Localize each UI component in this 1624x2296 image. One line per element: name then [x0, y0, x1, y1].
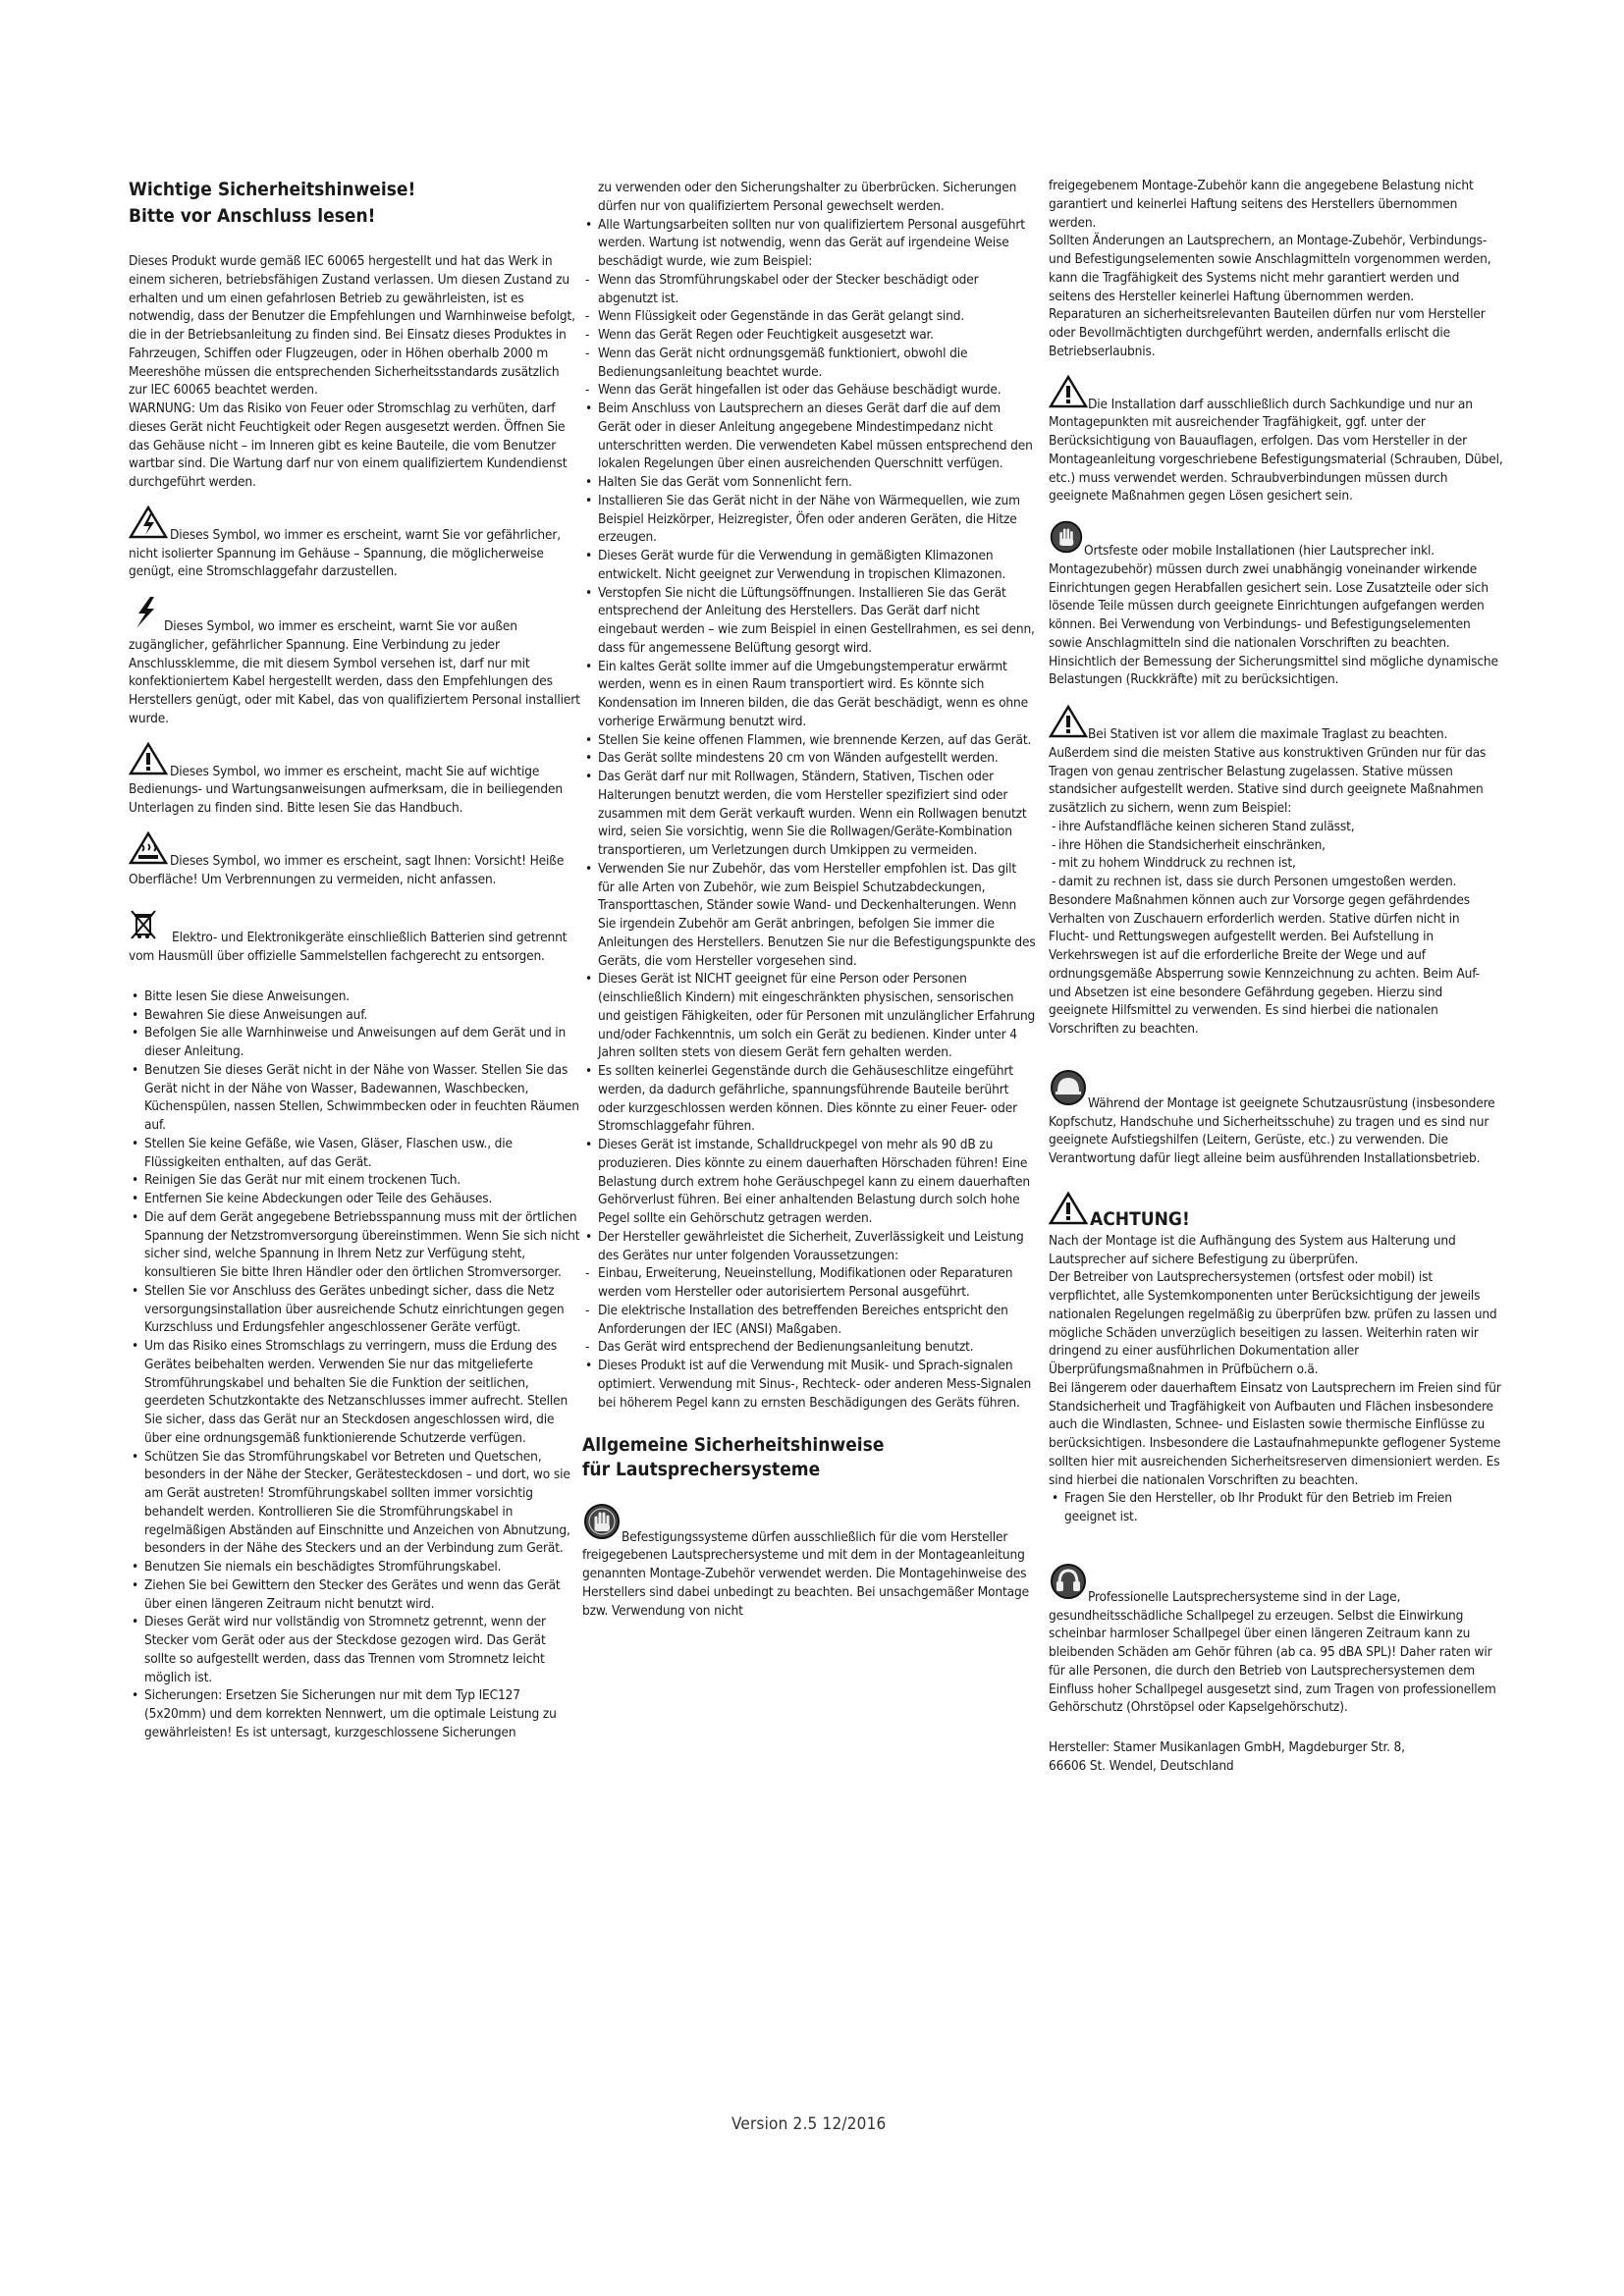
warning-paragraph: WARNUNG: Um das Risiko von Feuer oder Stromschlag zu verhüten, darf dieses Gerät nicht Feuchtigkeit oder Regen ausgesetzt werden. Öffnen Sie das Gehäuse nicht – im Inneren gibt es keine Bauteile, die vom Benutzer wartbar sind. Die Wartung darf nur von einem qualifiziertem Kundendienst durchgeführt werden. — [129, 400, 568, 491]
list-item: • Installieren Sie das Gerät nicht in der Nähe von Wärmequellen, wie zum Beispiel Heizkörper, Heizregister, Öfen oder anderen Geräten, die Hitze erzeugen. — [582, 492, 1036, 547]
list-item: • Die auf dem Gerät angegebene Betriebsspannung muss mit der örtlichen Spannung der Netzstromversorgung übereinstimmen. Wenn Sie sich nicht sicher sind, welche Spannung in Ihrem Netz zur Verfügung steht, konsultieren Sie bitte Ihren Händler oder den örtlichen Stromversorger. — [129, 1208, 580, 1282]
outdoor-question-list — [1049, 1489, 1503, 1526]
stands-paragraph: Bei Stativen ist vor allem die maximale Traglast zu beachten. Außerdem sind die meisten Stative aus konstruktiven Gründen nur für das Tragen von genau zentrischer Belastung zugelassen. Stative müssen standsicher aufgestellt werden. Stative sind durch geeignete Maßnahmen zusätzlich zu sichern, wenn zum Beispiel: — [1049, 705, 1503, 818]
list-subitem: - Wenn das Stromführungskabel oder der Stecker beschädigt oder abgenutzt ist. — [582, 271, 1036, 308]
list-item: • Entfernen Sie keine Abdeckungen oder Teile des Gehäuses. — [129, 1190, 580, 1208]
list-item-continued: zu verwenden oder den Sicherungshalter zu überbrücken. Sicherungen dürfen nur von qualifiziertem Personal gewechselt werden. — [598, 180, 1017, 214]
list-subitem: - mit zu hohem Winddruck zu rechnen ist, — [1049, 854, 1503, 873]
achtung-heading: ACHTUNG! — [1049, 1192, 1503, 1230]
list-item: • Stellen Sie keine offenen Flammen, wie brennende Kerzen, auf das Gerät. — [582, 731, 1036, 750]
crossed-bin-icon — [129, 908, 158, 947]
list-item: • Dieses Gerät wird nur vollständig von Stromnetz getrennt, wenn der Stecker vom Gerät oder aus der Steckdose gezogen wird. Das Gerät sollte so aufgestellt werden, dass das Trennen vom Stromnetz leicht möglich ist. — [129, 1613, 580, 1686]
hot-surface-icon — [129, 831, 168, 871]
list-item: • Das Gerät sollte mindestens 20 cm von Wänden aufgestellt werden. — [582, 749, 1036, 768]
list-subitem: - Wenn das Gerät nicht ordnungsgemäß funktioniert, obwohl die Bedienungsanleitung beachtet wurde. — [582, 345, 1036, 382]
list-item: • Stellen Sie keine Gefäße, wie Vasen, Gläser, Flaschen usw., die Flüssigkeiten enthalten, auf das Gerät. — [129, 1135, 580, 1172]
mounting-systems-paragraph: Befestigungssysteme dürfen ausschließlich für die vom Hersteller freigegebenen Lautsprechersysteme und mit dem in der Montageanleitung genannten Montage-Zubehör verwendet werden. Die Montagehinweise des Herstellers sind dabei unbedingt zu beachten. Bei unsachgemäßer Montage bzw. Verwendung von nicht — [582, 1502, 1036, 1621]
list-item: • Fragen Sie den Hersteller, ob Ihr Produkt für den Betrieb im Freien geeignet ist. — [1049, 1489, 1503, 1526]
list-item: • Ziehen Sie bei Gewittern den Stecker des Gerätes und wenn das Gerät über einen längeren Zeitraum nicht benutzt wird. — [129, 1576, 580, 1614]
accessory-paragraph: freigegebenem Montage-Zubehör kann die angegebene Belastung nicht garantiert und keinerlei Haftung seitens des Herstellers übernommen werden. — [1049, 178, 1474, 231]
symbol-terminal-paragraph: Dieses Symbol, wo immer es erscheint, warnt Sie vor außen zugänglicher, gefährlicher Spannung. Eine Verbindung zu jeder Anschlussklemme, die mit diesem Symbol versehen ist, darf nur mit konfektioniertem Kabel hergestellt werden, dass den Empfehlungen des Herstellers genügt, oder mit Kabel, das von qualifiziertem Personal installiert wurde. — [129, 595, 580, 728]
list-item: • Benutzen Sie niemals ein beschädigtes Stromführungskabel. — [129, 1558, 580, 1576]
list-item: • Dieses Produkt ist auf die Verwendung mit Musik- und Sprach-signalen optimiert. Verwendung mit Sinus-, Rechteck- oder anderen Mess-Signalen bei höherem Pegel kann zu ernsten Beschädigungen des Geräts führen. — [582, 1357, 1036, 1412]
list-subitem: - Wenn das Gerät Regen oder Feuchtigkeit ausgesetzt war. — [582, 326, 1036, 345]
list-subitem: - Wenn das Gerät hingefallen ist oder das Gehäuse beschädigt wurde. — [582, 381, 1036, 400]
column-3 — [1049, 177, 1503, 1776]
column-1 — [129, 177, 580, 1742]
list-item: • Alle Wartungsarbeiten sollten nur von qualifiziertem Personal ausgeführt werden. Wartung ist notwendig, wenn das Gerät auf irgendeine Weise beschädigt wurde, wie zum Beispiel: — [582, 216, 1036, 271]
list-subitem: - Die elektrische Installation des betreffenden Bereiches entspricht den Anforderungen der IEC (ANSI) Maßgaben. — [582, 1302, 1036, 1339]
list-item: • Reinigen Sie das Gerät nur mit einem trockenen Tuch. — [129, 1171, 580, 1190]
list-item: • Sicherungen: Ersetzen Sie Sicherungen nur mit dem Typ IEC127 (5x20mm) und dem korrekten Nennwert, um die optimale Leistung zu gewährleisten! Es ist untersagt, kurzgeschlossene Sicherungen — [129, 1686, 580, 1741]
list-subitem: - ihre Aufstandfläche keinen sicheren Stand zulässt, — [1049, 818, 1503, 836]
symbol-hot-surface-paragraph: Dieses Symbol, wo immer es erscheint, sagt Ihnen: Vorsicht! Heiße Oberfläche! Um Verbrennungen zu vermeiden, nicht anfassen. — [129, 831, 580, 889]
list-subitem: - Einbau, Erweiterung, Neueinstellung, Modifikationen oder Reparaturen werden vom Hersteller oder autorisiertem Personal ausgeführt. — [582, 1264, 1036, 1302]
lightning-triangle-icon — [129, 506, 168, 545]
list-subitem: - damit zu rechnen ist, dass sie durch Personen umgestoßen werden. — [1049, 873, 1503, 891]
list-item: • Schützen Sie das Stromführungskabel vor Betreten und Quetschen, besonders in der Nähe der Stecker, Gerätesteckdosen – und dort, wo sie am Gerät austreten! Stromführungskabel sollten immer vorsichtig behandelt werden. Kontrollieren Sie die Stromführungskabel in regelmäßigen Abständen auf Einschnitte und Anzeichen von Abnutzung, besonders in der Nähe des Steckers und an der Verbindung zum Gerät. — [129, 1448, 580, 1559]
achtung-paragraph-2: Der Betreiber von Lautsprechersystemen (ortsfest oder mobil) ist verpflichtet, alle Systemkomponenten unter Berücksichtigung der jeweils nationalen Regelungen regelmäßig zu überprüfen bzw. prüfen zu lassen und mögliche Schäden unverzüglich beseitigen zu lassen. Weiterhin raten wir dringend zu einer ausführlichen Dokumentation aller Überprüfungsmaßnahmen in Prüfbüchern o.ä. — [1049, 1269, 1497, 1377]
exclamation-triangle-icon — [1049, 1192, 1088, 1230]
exclamation-triangle-icon — [129, 742, 168, 781]
column-2 — [582, 179, 1036, 1620]
list-subitem: - Das Gerät wird entsprechend der Bedienungsanleitung benutzt. — [582, 1338, 1036, 1357]
list-item: • Halten Sie das Gerät vom Sonnenlicht fern. — [582, 473, 1036, 492]
list-item: • Befolgen Sie alle Warnhinweise und Anweisungen auf dem Gerät und in dieser Anleitung. — [129, 1024, 580, 1061]
page-title: Wichtige Sicherheitshinweise! Bitte vor Anschluss lesen! — [129, 179, 416, 227]
list-item: • Dieses Gerät ist NICHT geeignet für eine Person oder Personen (einschließlich Kindern) mit eingeschränkten physischen, sensorischen und geistigen Fähigkeiten, oder für Personen mit unzulänglicher Erfahrung und/oder Fachkenntnis, um solch ein Gerät zu bedienen. Kinder unter 4 Jahren sollten stets von diesem Gerät fern gehalten werden. — [582, 970, 1036, 1062]
achtung-paragraph-3: Bei längerem oder dauerhaftem Einsatz von Lautsprechern im Freien sind für Standsicherheit und Tragfähigkeit von Aufbauten und Flächen insbesondere auch die Windlasten, Schnee- und Eislasten sowie thermische Einflüsse zu berücksichtigen. Insbesondere die Lastaufnahmepunkte geflogener Systeme sollten hier mit ausreichenden Sicherheitsreserven dimensioniert werden. Es sind hierbei die nationalen Vorschriften zu beachten. — [1049, 1379, 1501, 1488]
installation-paragraph: Die Installation darf ausschließlich durch Sachkundige und nur an Montagepunkten mit ausreichender Tragfähigkeit, ggf. unter der Berücksichtigung von Bauauflagen, erfolgen. Das vom Hersteller in der Montageanleitung vorgeschriebene Befestigungsmaterial (Schrauben, Dübel, etc.) muss verwendet werden. Schraubverbindungen müssen durch geeignete Maßnahmen gegen Lösen gesichert sein. — [1049, 375, 1503, 507]
list-item: • Das Gerät darf nur mit Rollwagen, Ständern, Stativen, Tischen oder Halterungen benutzt werden, die vom Hersteller spezifiziert sind oder zusammen mit dem Gerät verkauft wurden. Wenn ein Rollwagen benutzt wird, seien Sie vorsichtig, wenn Sie die Rollwagen/Geräte-Kombination transportieren, um Verletzungen durch Umkippen zu vermeiden. — [582, 768, 1036, 860]
helmet-icon — [1049, 1068, 1088, 1113]
list-item: • Der Hersteller gewährleistet die Sicherheit, Zuverlässigkeit und Leistung des Gerätes nur unter folgenden Voraussetzungen: — [582, 1228, 1036, 1265]
list-item: • Ein kaltes Gerät sollte immer auf die Umgebungstemperatur erwärmt werden, wenn es in einen Raum transportiert wird. Es könnte sich Kondensation im Inneren bilden, die das Gerät beschädigt, wenn es ohne vorherige Erwärmung benutzt wird. — [582, 658, 1036, 731]
list-item: • Um das Risiko eines Stromschlags zu verringern, muss die Erdung des Gerätes beibehalten werden. Verwenden Sie nur das mitgelieferte Stromführungskabel und behalten Sie die Funktion der seitlichen, geerdeten Schutzkontakte des Netzanschlusses immer aufrecht. Stellen Sie sicher, dass das Gerät nur an Steckdosen angeschlossen wird, die über eine ordnungsgemäß funktionierende Schutzerde verfügen. — [129, 1337, 580, 1448]
achtung-paragraph-1: Nach der Montage ist die Aufhängung des System aus Halterung und Lautsprecher auf sichere Befestigung zu überprüfen. — [1049, 1232, 1456, 1267]
list-subitem: - ihre Höhen die Standsicherheit einschränken, — [1049, 836, 1503, 855]
fixed-installation-paragraph: Ortsfeste oder mobile Installationen (hier Lautsprecher inkl. Montagezubehör) müssen durch zwei unabhängig voneinander wirkende Einrichtungen gegen Herabfallen gesichert sein. Lose Zusatzteile oder sich lösende Teile müssen durch geeignete Einrichtungen aufgefangen werden können. Bei Verwendung von Verbindungs- und Befestigungselementen sowie Anschlagmitteln sind die nationalen Vorschriften zu beachten. Hinsichtlich der Bemessung der Sicherungsmittel sind mögliche dynamische Belastungen (Ruckkräfte) mit zu berücksichtigen. — [1049, 519, 1503, 689]
intro-paragraph: Dieses Produkt wurde gemäß IEC 60065 hergestellt und hat das Werk in einem sicheren, betriebsfähigen Zustand verlassen. Um diesen Zustand zu erhalten und um einen gefahrlosen Betrieb zu gewährleisten, ist es notwendig, dass der Benutzer die Empfehlungen und Warnhinweise befolgt, die in der Betriebsanleitung zu finden sind. Bei Einsatz dieses Produktes in Fahrzeugen, Schiffen oder Flugzeugen, oder in Höhen oberhalb 2000 m Meereshöhe müssen die entsprechenden Sicherheitsstandards zusätzlich zur IEC 60065 beachtet werden. — [129, 253, 575, 399]
version-footer: Version 2.5 12/2016 — [731, 2114, 887, 2134]
list-item: • Dieses Gerät wurde für die Verwendung in gemäßigten Klimazonen entwickelt. Nicht geeignet zur Verwendung in tropischen Klimazonen. — [582, 547, 1036, 584]
exclamation-triangle-icon — [1049, 375, 1088, 414]
modifications-paragraph: Sollten Änderungen an Lautsprechern, an Montage-Zubehör, Verbindungs- und Befestigungselementen sowie Anschlagmitteln vorgenommen werden, kann die Tragfähigkeit des Systems nicht mehr garantiert werden und seitens des Hersteller keinerlei Haftung übernommen werden. — [1049, 233, 1491, 304]
ear-protection-icon — [1049, 1562, 1088, 1607]
stop-hand-icon — [582, 1502, 622, 1547]
list-subitem: - Wenn Flüssigkeit oder Gegenstände in das Gerät gelangt sind. — [582, 307, 1036, 326]
symbol-voltage-paragraph: Dieses Symbol, wo immer es erscheint, warnt Sie vor gefährlicher, nicht isolierter Spannung im Gehäuse – Spannung, die möglicherweise genügt, eine Stromschlaggefahr darzustellen. — [129, 506, 580, 581]
stands-measures-paragraph: Besondere Maßnahmen können auch zur Vorsorge gegen gefährdendes Verhalten von Zuschauern erforderlich werden. Stative dürfen nicht in Flucht- und Rettungswegen aufgestellt werden. Bei Aufstellung in Verkehrswegen ist auf die erforderliche Breite der Wege und auf ordnungsgemäße Absperrung sowie Kennzeichnung zu achten. Beim Auf- und Absetzen ist eine besondere Gefährdung gegeben. Hierzu sind geeignete Hilfsmittel zu verwenden. Es sind hierbei die nationalen Vorschriften zu beachten. — [1049, 891, 1480, 1037]
list-item: • Bewahren Sie diese Anweisungen auf. — [129, 1006, 580, 1025]
speaker-safety-heading: Allgemeine Sicherheitshinweise für Lautsprechersysteme — [582, 1434, 885, 1480]
list-item: • Dieses Gerät ist imstande, Schalldruckpegel von mehr als 90 dB zu produzieren. Dies könnte zu einem dauerhaften Hörschaden führen! Eine Belastung durch extrem hohe Geräuschpegel kann zu einem dauerhaften Gehörverlust führen. Bei einer anhaltenden Belastung durch solch hohe Pegel sollte ein Gehörschutz getragen werden. — [582, 1136, 1036, 1228]
safety-bullet-list-2 — [582, 179, 1036, 1412]
safety-bullet-list-1 — [129, 988, 580, 1742]
list-item: • Stellen Sie vor Anschluss des Gerätes unbedingt sicher, dass die Netz versorgungsinstallation über ausreichende Schutz einrichtungen gegen Kurzschluss und Erdungsfehler angeschlossener Geräte verfügt. — [129, 1282, 580, 1337]
exclamation-triangle-icon — [1049, 705, 1088, 744]
repairs-paragraph: Reparaturen an sicherheitsrelevanten Bauteilen dürfen nur vom Hersteller oder Bevollmächtigten durchgeführt werden, andernfalls erlischt die Betriebserlaubnis. — [1049, 306, 1486, 359]
lightning-bolt-icon — [129, 595, 162, 636]
list-item: • Verstopfen Sie nicht die Lüftungsöffnungen. Installieren Sie das Gerät entsprechend der Anleitung des Herstellers. Das Gerät darf nicht eingebaut werden – wie zum Beispiel in einen Gestellrahmen, es sei denn, dass für angemessene Belüftung gesorgt wird. — [582, 584, 1036, 658]
manufacturer-address: Hersteller: Stamer Musikanlagen GmbH, Magdeburger Str. 8, 66606 St. Wendel, Deutschland — [1049, 1739, 1405, 1774]
symbol-weee-paragraph: Elektro- und Elektronikgeräte einschließlich Batterien sind getrennt vom Hausmüll über offizielle Sammelstellen fachgerecht zu entsorgen. — [129, 908, 580, 966]
list-item: • Es sollten keinerlei Gegenstände durch die Gehäuseschlitze eingeführt werden, da dadurch gefährliche, spannungsführende Bauteile berührt oder kurzgeschlossen werden können. Dies könnte zu einer Feuer- oder Stromschlaggefahr führen. — [582, 1062, 1036, 1136]
list-item: • Verwenden Sie nur Zubehör, das vom Hersteller empfohlen ist. Das gilt für alle Arten von Zubehör, wie zum Beispiel Schutzabdeckungen, Transporttaschen, Ständer sowie Wand- und Deckenhalterungen. Wenn Sie irgendein Zubehör am Gerät anbringen, befolgen Sie immer die Anleitungen des Herstellers. Benutzen Sie nur die Befestigungspunkte des Geräts, die vom Hersteller vorgesehen sind. — [582, 860, 1036, 971]
stands-condition-list — [1049, 818, 1503, 891]
protective-equipment-paragraph: Während der Montage ist geeignete Schutzausrüstung (insbesondere Kopfschutz, Handschuhe und Sicherheitsschuhe) zu tragen und es sind nur geeignete Aufstiegshilfen (Leitern, Gerüste, etc.) zu verwenden. Die Verantwortung dafür liegt alleine beim ausführenden Installationsbetrieb. — [1049, 1068, 1503, 1168]
list-item: • Bitte lesen Sie diese Anweisungen. — [129, 988, 580, 1006]
list-item: • Benutzen Sie dieses Gerät nicht in der Nähe von Wasser. Stellen Sie das Gerät nicht in der Nähe von Wasser, Badewannen, Waschbecken, Küchenspülen, nassen Stellen, Schwimmbecken oder in feuchten Räumen auf. — [129, 1061, 580, 1135]
list-item: • Beim Anschluss von Lautsprechern an dieses Gerät darf die auf dem Gerät oder in dieser Anleitung angegebene Mindestimpedanz nicht unterschritten werden. Die verwendeten Kabel müssen entsprechend den lokalen Regelungen über einen ausreichenden Querschnitt verfügen. — [582, 400, 1036, 473]
stop-hand-icon — [1049, 519, 1084, 561]
symbol-instructions-paragraph: Dieses Symbol, wo immer es erscheint, macht Sie auf wichtige Bedienungs- und Wartungsanweisungen aufmerksam, die in beiliegenden Unterlagen zu finden sind. Bitte lesen Sie das Handbuch. — [129, 742, 580, 818]
hearing-protection-paragraph: Professionelle Lautsprechersysteme sind in der Lage, gesundheitsschädliche Schallpegel zu erzeugen. Selbst die Einwirkung scheinbar harmloser Schallpegel über einen längeren Zeitraum kann zu bleibenden Schäden am Gehör führen (ab ca. 95 dBA SPL)! Daher raten wir für alle Personen, die durch den Betrieb von Lautsprechersystemen dem Einfluss hoher Schallpegel ausgesetzt sind, zum Tragen von professionellem Gehörschutz (Ohrstöpsel oder Kapselgehörschutz). — [1049, 1562, 1503, 1717]
